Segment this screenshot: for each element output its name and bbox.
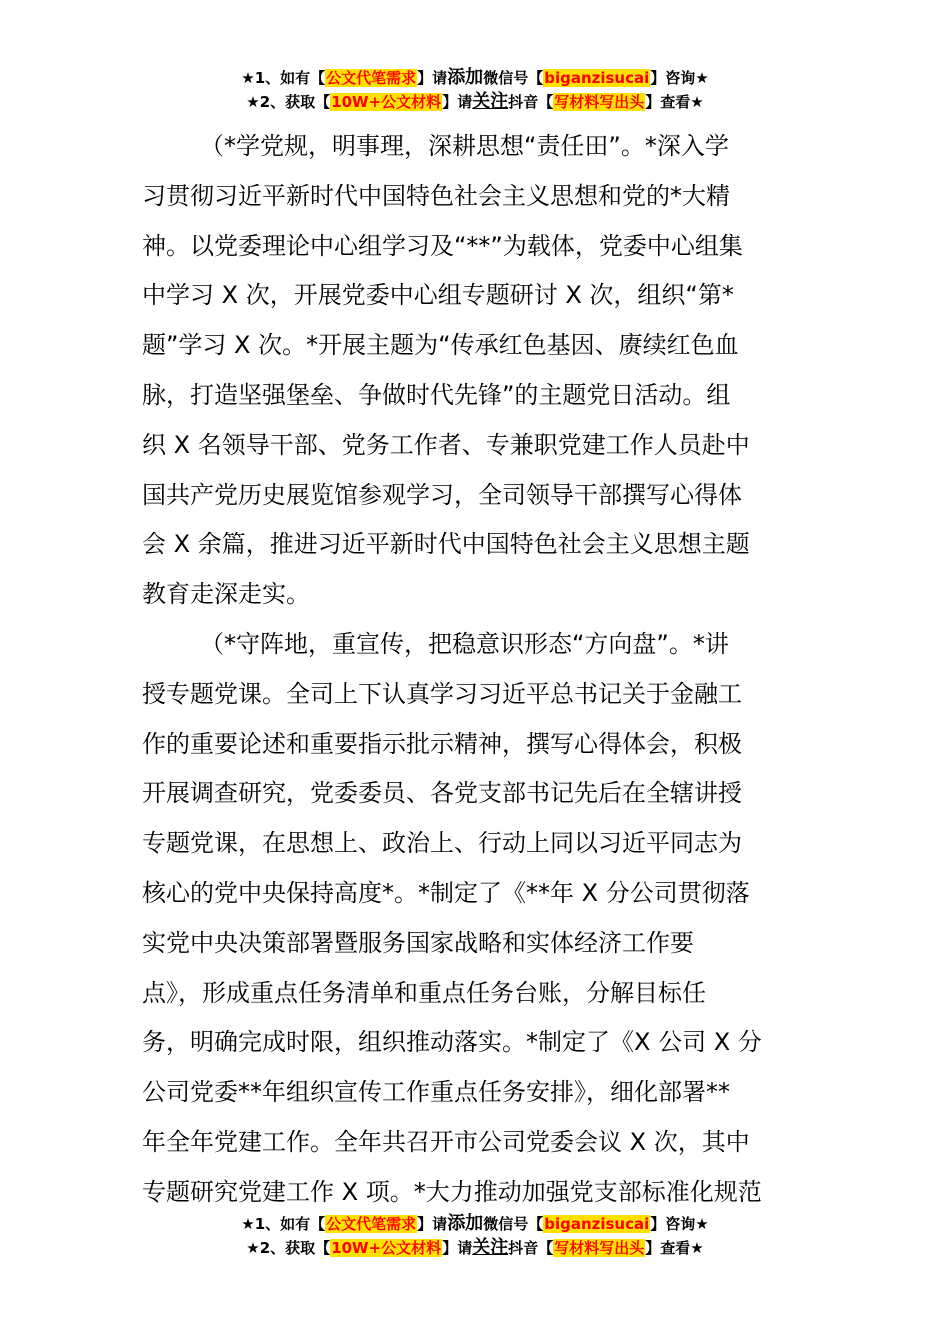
paragraph-1 xyxy=(142,122,808,620)
banner-douyin-id: 写材料写出头 xyxy=(554,93,645,111)
text-line: 题”学习 X 次。*开展主题为“传承红色基因、赓续红色血 xyxy=(142,331,739,360)
text-line: 织 X 名领导干部、党务工作者、专兼职党建工作人员赴中 xyxy=(142,430,750,459)
text-line: 国共产党历史展览馆参观学习，全司领导干部撰写心得体 xyxy=(142,480,742,509)
text-line: 核心的党中央保持高度*。*制定了《**年 X 分公司贯彻落 xyxy=(142,878,750,907)
header-banner xyxy=(0,66,950,114)
banner-line-1: ★1、如有【公文代笔需求】请添加微信号【biganzisucai】咨询★ xyxy=(241,67,709,88)
text-line: 习贯彻习近平新时代中国特色社会主义思想和党的*大精 xyxy=(142,181,730,210)
banner-wechat-id: biganzisucai xyxy=(544,1215,650,1233)
banner-wechat-id: biganzisucai xyxy=(544,69,650,87)
banner-highlight: 10W+公文材料 xyxy=(331,93,442,111)
text-line: 教育走深走实。 xyxy=(142,580,310,609)
text-line: 专题党课，在思想上、政治上、行动上同以习近平同志为 xyxy=(142,829,742,858)
text-line: 授专题党课。全司上下认真学习习近平总书记关于金融工 xyxy=(142,679,742,708)
text-line: 点》，形成重点任务清单和重点任务台账，分解目标任 xyxy=(142,978,706,1007)
footer-banner xyxy=(0,1212,950,1260)
text-line: 公司党委**年组织宣传工作重点任务安排》，细化部署** xyxy=(142,1078,730,1107)
text-line: 务，明确完成时限，组织推动落实。*制定了《X 公司 X 分 xyxy=(142,1028,762,1057)
text-line: （*守阵地，重宣传，把稳意识形态“方向盘”。*讲 xyxy=(200,629,729,658)
text-line: 会 X 余篇，推进习近平新时代中国特色社会主义思想主题 xyxy=(142,530,750,559)
banner-line-2: ★2、获取【10W+公文材料】请关注抖音【写材料写出头】查看★ xyxy=(246,91,704,112)
banner-highlight: 10W+公文材料 xyxy=(331,1239,442,1257)
text-line: 开展调查研究，党委委员、各党支部书记先后在全辖讲授 xyxy=(142,779,742,808)
text-line: 专题研究党建工作 X 项。*大力推动加强党支部标准化规范 xyxy=(142,1177,762,1206)
banner-douyin-id: 写材料写出头 xyxy=(554,1239,645,1257)
banner-highlight: 公文代笔需求 xyxy=(326,69,417,87)
banner-highlight: 公文代笔需求 xyxy=(326,1215,417,1233)
text-line: 作的重要论述和重要指示批示精神，撰写心得体会，积极 xyxy=(142,729,742,758)
banner-line-1: ★1、如有【公文代笔需求】请添加微信号【biganzisucai】咨询★ xyxy=(241,1213,709,1234)
banner-line-2: ★2、获取【10W+公文材料】请关注抖音【写材料写出头】查看★ xyxy=(246,1237,704,1258)
text-line: 中学习 X 次，开展党委中心组专题研讨 X 次，组织“第* xyxy=(142,281,734,310)
text-line: 神。以党委理论中心组学习及“**”为载体，党委中心组集 xyxy=(142,231,743,260)
text-line: 脉，打造坚强堡垒、争做时代先锋”的主题党日活动。组 xyxy=(142,380,731,409)
text-line: 实党中央决策部署暨服务国家战略和实体经济工作要 xyxy=(142,928,694,957)
document-body xyxy=(142,122,808,1218)
text-line: 年全年党建工作。全年共召开市公司党委会议 X 次，其中 xyxy=(142,1127,750,1156)
text-line: （*学党规，明事理，深耕思想“责任田”。*深入学 xyxy=(200,132,729,160)
paragraph-2 xyxy=(142,620,808,1218)
